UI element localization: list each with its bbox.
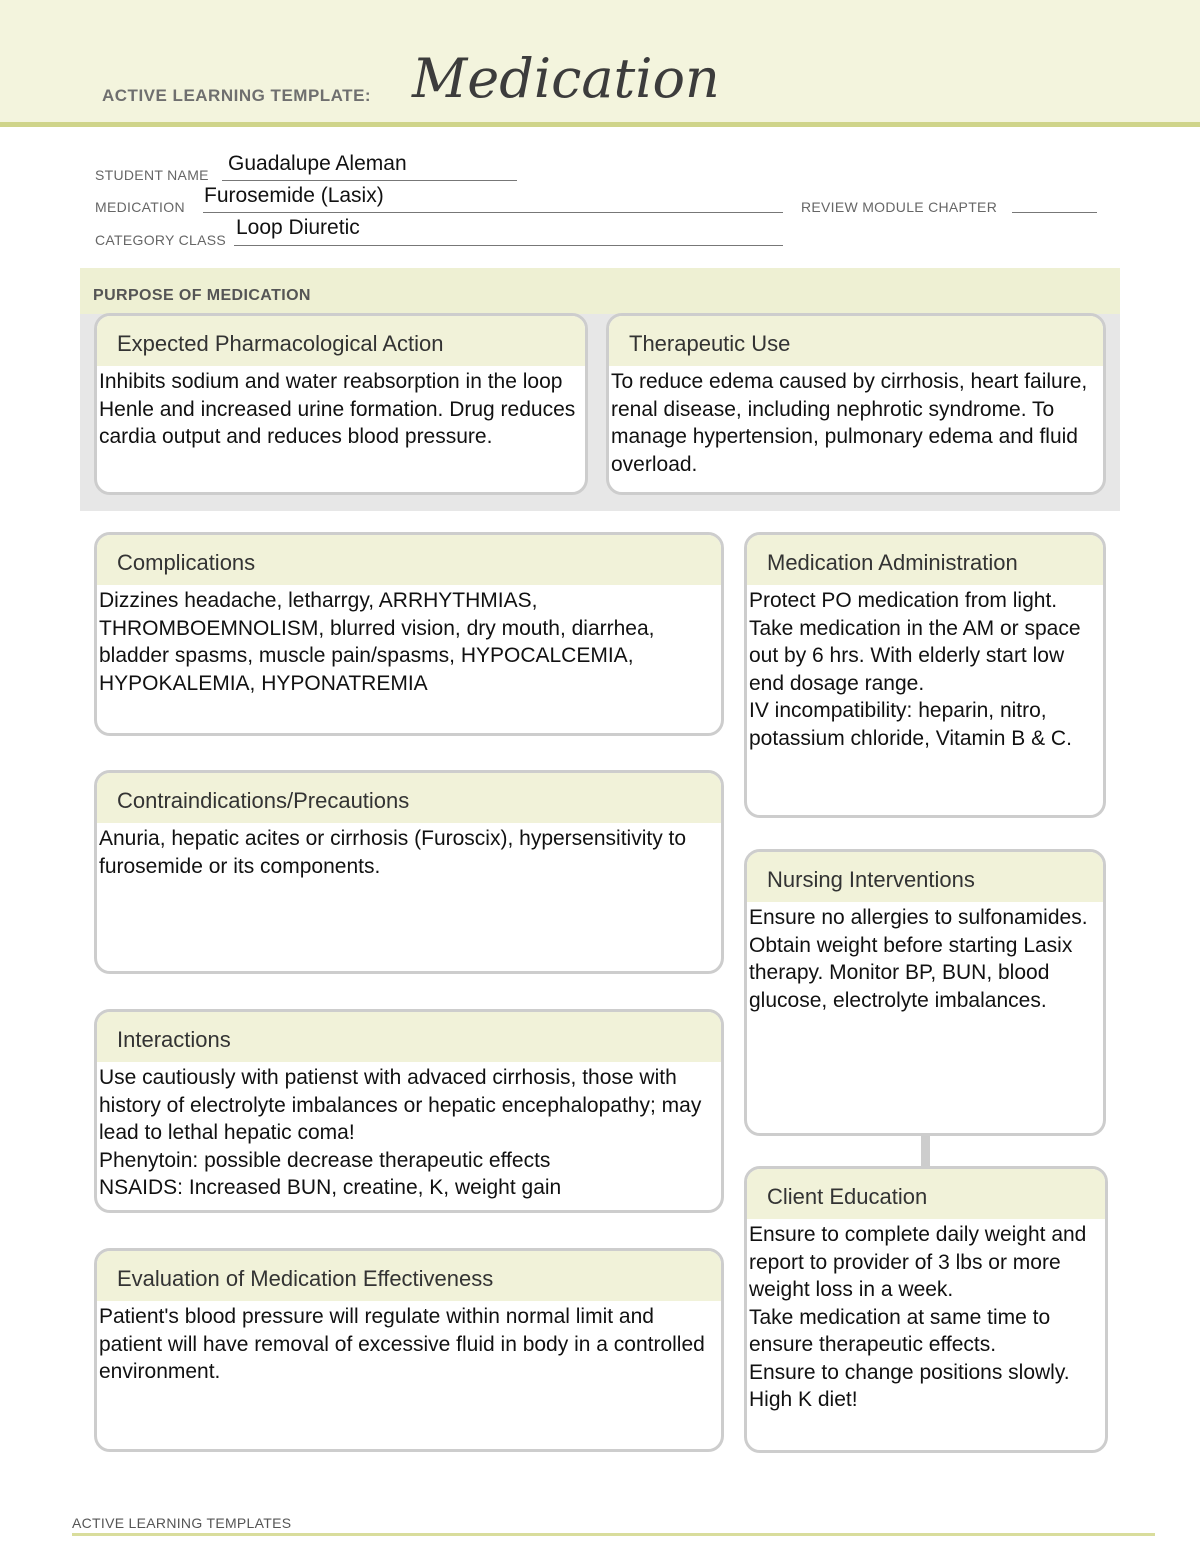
nursing-interventions-box	[744, 849, 1106, 1136]
contraindications-title: Contraindications/Precautions	[97, 773, 721, 823]
evaluation-title: Evaluation of Medication Effectiveness	[97, 1251, 721, 1301]
expected-action-box	[94, 313, 588, 495]
review-module-underline	[1012, 212, 1097, 213]
student-name-label: STUDENT NAME	[95, 167, 209, 183]
expected-action-title: Expected Pharmacological Action	[97, 316, 585, 366]
medication-administration-box	[744, 532, 1106, 818]
medication-administration-title: Medication Administration	[747, 535, 1103, 585]
connector-bar	[921, 1136, 930, 1166]
expected-action-text[interactable]: Inhibits sodium and water reabsorption in the loop Henle and increased urine formation. Drug reduces cardia output and reduces blood pressure.	[99, 370, 576, 448]
student-name-underline	[222, 180, 517, 181]
client-education-box	[744, 1166, 1108, 1453]
interactions-text[interactable]: Use cautiously with patienst with advaced cirrhosis, those with history of electrolyte imbalances or hepatic encephalopathy; may lead to lethal hepatic coma! Phenytoin: possible decrease therapeutic effects NSAIDS: Increased BUN, creatine, K, weight gain	[99, 1066, 702, 1199]
complications-box	[94, 532, 724, 736]
medication-administration-text[interactable]: Protect PO medication from light. Take medication in the AM or space out by 6 hrs. With elderly start low end dosage range. IV incompatibility: heparin, nitro, potassium chloride, Vitamin B & C.	[749, 589, 1081, 750]
contraindications-text[interactable]: Anuria, hepatic acites or cirrhosis (Furoscix), hypersensitivity to furosemide or its components.	[99, 827, 687, 878]
complications-title: Complications	[97, 535, 721, 585]
category-class-field[interactable]: Loop Diuretic	[236, 216, 360, 239]
category-class-underline	[234, 245, 783, 246]
review-module-label: REVIEW MODULE CHAPTER	[801, 199, 998, 215]
interactions-box	[94, 1009, 724, 1213]
nursing-interventions-text[interactable]: Ensure no allergies to sulfonamides. Obtain weight before starting Lasix therapy. Monitor BP, BUN, blood glucose, electrolyte imbalances.	[749, 906, 1088, 1012]
nursing-interventions-title: Nursing Interventions	[747, 852, 1103, 902]
therapeutic-use-box	[606, 313, 1106, 495]
medication-label: MEDICATION	[95, 199, 185, 215]
footer-divider	[72, 1533, 1155, 1536]
purpose-label: PURPOSE OF MEDICATION	[93, 287, 311, 304]
footer-label: ACTIVE LEARNING TEMPLATES	[72, 1515, 292, 1531]
template-label: ACTIVE LEARNING TEMPLATE:	[102, 86, 372, 105]
student-name-field[interactable]: Guadalupe Aleman	[228, 152, 407, 175]
header-divider	[0, 122, 1200, 127]
contraindications-box	[94, 770, 724, 974]
client-education-title: Client Education	[747, 1169, 1105, 1219]
category-class-label: CATEGORY CLASS	[95, 232, 227, 248]
evaluation-box	[94, 1248, 724, 1452]
interactions-title: Interactions	[97, 1012, 721, 1062]
page-title: Medication	[412, 47, 720, 110]
complications-text[interactable]: Dizzines headache, letharrgy, ARRHYTHMIAS, THROMBOEMNOLISM, blurred vision, dry mouth, diarrhea, bladder spasms, muscle pain/spasms, HYPOCALCEMIA, HYPOKALEMIA, HYPONATREMIA	[99, 589, 655, 695]
client-education-text[interactable]: Ensure to complete daily weight and report to provider of 3 lbs or more weight loss in a week. Take medication at same time to ensure therapeutic effects. Ensure to change positions slowly. High K diet!	[749, 1223, 1087, 1411]
medication-underline	[203, 212, 783, 213]
therapeutic-use-text[interactable]: To reduce edema caused by cirrhosis, heart failure, renal disease, including nephrotic syndrome. To manage hypertension, pulmonary edema and fluid overload.	[611, 370, 1088, 476]
evaluation-text[interactable]: Patient's blood pressure will regulate within normal limit and patient will have removal of excessive fluid in body in a controlled environment.	[99, 1305, 705, 1383]
medication-field[interactable]: Furosemide (Lasix)	[204, 184, 384, 207]
therapeutic-use-title: Therapeutic Use	[609, 316, 1103, 366]
